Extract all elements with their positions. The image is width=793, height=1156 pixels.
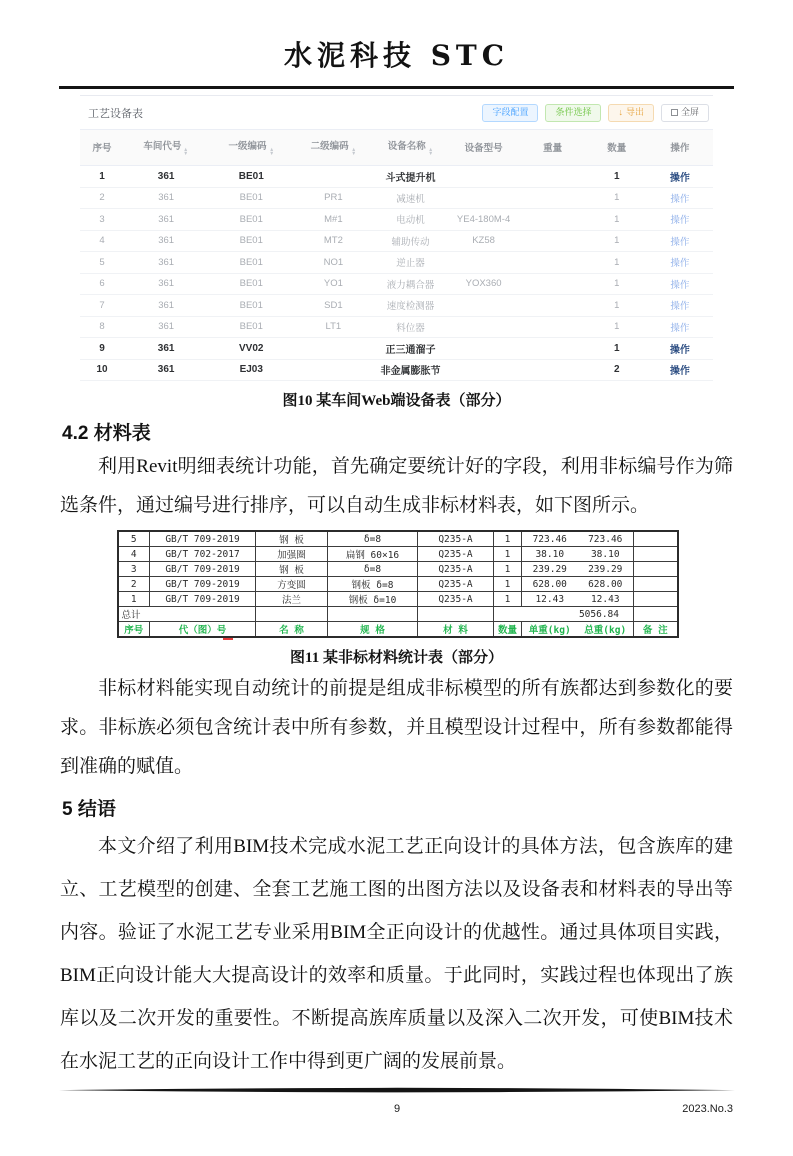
cell: YO1 bbox=[294, 273, 372, 295]
row-action-link[interactable]: 操作 bbox=[669, 344, 690, 356]
cell: 钢板 δ=10 bbox=[328, 592, 418, 607]
cell bbox=[294, 338, 372, 360]
sort-icon[interactable]: ▲ ▼ bbox=[183, 146, 189, 158]
cell: Q235-A bbox=[418, 562, 494, 577]
cell: BE01 bbox=[208, 166, 294, 188]
cell: GB/T 709-2019 bbox=[150, 592, 256, 607]
cell bbox=[647, 166, 713, 188]
cell bbox=[449, 187, 519, 209]
cell: 1 bbox=[494, 531, 522, 547]
field-config-label: 字段配置 bbox=[492, 107, 529, 117]
cell: 3 bbox=[80, 209, 124, 231]
material-row bbox=[118, 577, 678, 592]
cell: 1 bbox=[494, 562, 522, 577]
cell: 1 bbox=[80, 166, 124, 188]
header-rule bbox=[59, 86, 734, 89]
cell bbox=[519, 252, 587, 274]
condition-select-button[interactable] bbox=[545, 104, 601, 122]
column-header: 备 注 bbox=[634, 622, 678, 638]
cell: 1 bbox=[494, 592, 522, 607]
cell bbox=[647, 187, 713, 209]
cell bbox=[328, 607, 418, 622]
cell: δ=8 bbox=[328, 562, 418, 577]
cell bbox=[634, 592, 678, 607]
cell: 1 bbox=[494, 577, 522, 592]
column-header: 规 格 bbox=[328, 622, 418, 638]
page-footer bbox=[59, 1080, 735, 1115]
cell bbox=[256, 607, 328, 622]
cell: GB/T 702-2017 bbox=[150, 547, 256, 562]
cell: 斗式提升机 bbox=[372, 166, 448, 188]
column-header: 代（图）号 bbox=[150, 622, 256, 638]
cell: BE01 bbox=[208, 209, 294, 231]
cell bbox=[519, 209, 587, 231]
cell: 361 bbox=[124, 252, 208, 274]
cell: 361 bbox=[124, 316, 208, 338]
cell: 正三通溜子 bbox=[372, 338, 448, 360]
cell bbox=[634, 577, 678, 592]
cell bbox=[449, 338, 519, 360]
column-header: 操作 bbox=[647, 129, 713, 165]
cell: 1 bbox=[118, 592, 150, 607]
cell: 速度检测器 bbox=[372, 295, 448, 317]
cell bbox=[634, 562, 678, 577]
column-header: 单重(kg) bbox=[522, 622, 578, 638]
cell: 361 bbox=[124, 209, 208, 231]
material-row bbox=[118, 531, 678, 547]
issue-label: 2023.No.3 bbox=[682, 1103, 733, 1115]
cell: MT2 bbox=[294, 230, 372, 252]
cell bbox=[449, 166, 519, 188]
cell bbox=[647, 230, 713, 252]
cell: 1 bbox=[587, 316, 647, 338]
material-table-header-row bbox=[118, 622, 678, 638]
cell: 12.43 bbox=[578, 592, 634, 607]
cell: 723.46 bbox=[578, 531, 634, 547]
cell: GB/T 709-2019 bbox=[150, 577, 256, 592]
cell bbox=[294, 359, 372, 381]
table-row bbox=[80, 209, 713, 231]
cell bbox=[634, 607, 678, 622]
cell: 239.29 bbox=[578, 562, 634, 577]
cell bbox=[449, 316, 519, 338]
cell: 非金属膨胀节 bbox=[372, 359, 448, 381]
cell: 628.00 bbox=[522, 577, 578, 592]
cell bbox=[647, 273, 713, 295]
download-icon: ↓ bbox=[618, 107, 623, 117]
field-config-button[interactable] bbox=[482, 104, 538, 122]
row-action-link[interactable]: 操作 bbox=[670, 279, 690, 291]
column-header: 二级编码 ▲ ▼ bbox=[294, 129, 372, 165]
sort-icon[interactable]: ▲ ▼ bbox=[350, 146, 356, 158]
footer-rule bbox=[59, 1087, 735, 1093]
toolbar bbox=[482, 104, 709, 122]
cell: 1 bbox=[494, 547, 522, 562]
cell: 1 bbox=[587, 166, 647, 188]
cell: BE01 bbox=[208, 187, 294, 209]
cell: 逆止器 bbox=[372, 252, 448, 274]
cell: GB/T 709-2019 bbox=[150, 531, 256, 547]
cell: 1 bbox=[587, 273, 647, 295]
cell: 5 bbox=[80, 252, 124, 274]
material-row bbox=[118, 547, 678, 562]
table-row bbox=[80, 359, 713, 381]
footer-row bbox=[59, 1103, 735, 1115]
cell: δ=8 bbox=[328, 531, 418, 547]
export-button[interactable] bbox=[608, 104, 654, 122]
cell: 10 bbox=[80, 359, 124, 381]
row-action-link[interactable]: 操作 bbox=[669, 172, 690, 184]
table-row bbox=[80, 316, 713, 338]
cell: 361 bbox=[124, 359, 208, 381]
column-header: 数量 bbox=[494, 622, 522, 638]
cell: 361 bbox=[124, 166, 208, 188]
cell: 4 bbox=[80, 230, 124, 252]
cell: BE01 bbox=[208, 316, 294, 338]
cell bbox=[647, 359, 713, 381]
cell: KZ58 bbox=[449, 230, 519, 252]
page bbox=[0, 34, 793, 1156]
fullscreen-icon bbox=[671, 109, 678, 116]
cell: 电动机 bbox=[372, 209, 448, 231]
cell bbox=[634, 531, 678, 547]
cell bbox=[647, 209, 713, 231]
table-row bbox=[80, 295, 713, 317]
cell: Q235-A bbox=[418, 531, 494, 547]
table-row bbox=[80, 273, 713, 295]
figure11-caption: 图11 某非标材料统计表（部分） bbox=[290, 650, 503, 667]
cell bbox=[519, 187, 587, 209]
cell: 2 bbox=[80, 187, 124, 209]
section-5-heading: 5 结语 bbox=[62, 799, 116, 821]
total-value: 5056.84 bbox=[494, 607, 634, 622]
table-row bbox=[80, 166, 713, 188]
cell bbox=[294, 166, 372, 188]
equipment-panel-header bbox=[80, 102, 713, 129]
cell: 钢板 δ=8 bbox=[328, 577, 418, 592]
cell: LT1 bbox=[294, 316, 372, 338]
cell: 1 bbox=[587, 252, 647, 274]
cell: 8 bbox=[80, 316, 124, 338]
equipment-panel-title: 工艺设备表 bbox=[88, 107, 143, 120]
cell bbox=[449, 359, 519, 381]
row-action-link[interactable]: 操作 bbox=[670, 215, 690, 227]
cell: 628.00 bbox=[578, 577, 634, 592]
table-row bbox=[80, 187, 713, 209]
cell bbox=[449, 252, 519, 274]
column-header: 设备名称 ▲ ▼ bbox=[372, 129, 448, 165]
section-4-2-paragraph: 利用Revit明细表统计功能，首先确定要统计好的字段，利用非标编号作为筛选条件，通过编号进行排序，可以自动生成非标材料表，如下图所示。 bbox=[60, 456, 733, 517]
red-annotation-mark bbox=[223, 638, 233, 640]
cell: SD1 bbox=[294, 295, 372, 317]
material-table-figure bbox=[117, 530, 677, 638]
fullscreen-button[interactable] bbox=[661, 104, 709, 122]
cell: 7 bbox=[80, 295, 124, 317]
row-action-link[interactable]: 操作 bbox=[670, 258, 690, 270]
cell: 1 bbox=[587, 187, 647, 209]
row-action-link[interactable]: 操作 bbox=[670, 236, 690, 248]
cell: M#1 bbox=[294, 209, 372, 231]
cell bbox=[634, 547, 678, 562]
column-header: 名 称 bbox=[256, 622, 328, 638]
cell: 361 bbox=[124, 273, 208, 295]
cell bbox=[519, 295, 587, 317]
cell: EJ03 bbox=[208, 359, 294, 381]
cell: 239.29 bbox=[522, 562, 578, 577]
cell: 1 bbox=[587, 338, 647, 360]
table-row bbox=[80, 252, 713, 274]
cell: GB/T 709-2019 bbox=[150, 562, 256, 577]
export-label: 导出 bbox=[625, 107, 644, 117]
equipment-table bbox=[80, 129, 713, 381]
cell: 3 bbox=[118, 562, 150, 577]
cell: 361 bbox=[124, 295, 208, 317]
cell bbox=[519, 230, 587, 252]
cell: YE4-180M-4 bbox=[449, 209, 519, 231]
equipment-table-body bbox=[80, 166, 713, 381]
figure10-caption: 图10 某车间Web端设备表（部分） bbox=[282, 393, 511, 410]
material-table bbox=[117, 530, 679, 638]
row-action-link[interactable]: 操作 bbox=[669, 366, 690, 378]
cell: Q235-A bbox=[418, 547, 494, 562]
cell: 5 bbox=[118, 531, 150, 547]
section-5-paragraph: 本文介绍了利用BIM技术完成水泥工艺正向设计的具体方法，包含族库的建立、工艺模型的创建、全套工艺施工图的出图方法以及设备表和材料表的导出等内容。验证了水泥工艺专业采用BIM全正向设计的优越性。通过具体项目实践，BIM正向设计能大大提高设计的效率和质量。于此同时，实践过程也体现出了族库以及二次开发的重要性。不断提高族库质量以及深入二次开发，可使BIM技术在水泥工艺的正向设计工作中得到更广阔的发展前景。 bbox=[60, 836, 733, 1073]
column-header: 一级编码 ▲ ▼ bbox=[208, 129, 294, 165]
cell: 料位器 bbox=[372, 316, 448, 338]
cell: 加强圈 bbox=[256, 547, 328, 562]
page-number: 9 bbox=[393, 1103, 401, 1115]
cell bbox=[647, 252, 713, 274]
cell: BE01 bbox=[208, 295, 294, 317]
cell: PR1 bbox=[294, 187, 372, 209]
paragraph-parameters: 非标材料能实现自动统计的前提是组成非标模型的所有族都达到参数化的要求。非标族必须包含统计表中所有参数，并且模型设计过程中，所有参数都能得到准确的赋值。 bbox=[60, 678, 733, 778]
row-action-link[interactable]: 操作 bbox=[670, 301, 690, 313]
table-row bbox=[80, 230, 713, 252]
cell: VV02 bbox=[208, 338, 294, 360]
equipment-panel bbox=[80, 95, 713, 381]
cell: 4 bbox=[118, 547, 150, 562]
material-total-row bbox=[118, 607, 678, 622]
cell: Q235-A bbox=[418, 592, 494, 607]
cell bbox=[519, 338, 587, 360]
cell: 361 bbox=[124, 230, 208, 252]
column-header: 总重(kg) bbox=[578, 622, 634, 638]
cell bbox=[647, 295, 713, 317]
cell: 361 bbox=[124, 187, 208, 209]
column-header: 重量 bbox=[519, 129, 587, 165]
condition-select-label: 条件选择 bbox=[555, 107, 592, 117]
row-action-link[interactable]: 操作 bbox=[670, 322, 690, 334]
cell bbox=[418, 607, 494, 622]
cell: 液力耦合器 bbox=[372, 273, 448, 295]
journal-title: 水泥科技 STC bbox=[283, 39, 510, 72]
sort-icon[interactable]: ▲ ▼ bbox=[268, 146, 274, 158]
cell: 1 bbox=[587, 295, 647, 317]
cell: 扁钢 60×16 bbox=[328, 547, 418, 562]
section-4-2-heading: 4.2 材料表 bbox=[62, 423, 151, 445]
cell: 1 bbox=[587, 230, 647, 252]
fullscreen-label: 全屏 bbox=[680, 107, 699, 117]
cell: 6 bbox=[80, 273, 124, 295]
cell: 减速机 bbox=[372, 187, 448, 209]
column-header: 车间代号 ▲ ▼ bbox=[124, 129, 208, 165]
cell: BE01 bbox=[208, 273, 294, 295]
material-table-footer bbox=[118, 607, 678, 638]
cell: 723.46 bbox=[522, 531, 578, 547]
column-header: 设备型号 bbox=[449, 129, 519, 165]
cell: 辅助传动 bbox=[372, 230, 448, 252]
cell: 钢 板 bbox=[256, 562, 328, 577]
cell: 1 bbox=[587, 209, 647, 231]
cell: NO1 bbox=[294, 252, 372, 274]
cell bbox=[647, 316, 713, 338]
cell: 钢 板 bbox=[256, 531, 328, 547]
column-header: 材 料 bbox=[418, 622, 494, 638]
cell bbox=[519, 316, 587, 338]
cell: 法兰 bbox=[256, 592, 328, 607]
equipment-table-header-row bbox=[80, 129, 713, 165]
cell: BE01 bbox=[208, 252, 294, 274]
cell: Q235-A bbox=[418, 577, 494, 592]
cell: 361 bbox=[124, 338, 208, 360]
cell: 12.43 bbox=[522, 592, 578, 607]
cell: BE01 bbox=[208, 230, 294, 252]
cell: 2 bbox=[587, 359, 647, 381]
column-header: 序号 bbox=[80, 129, 124, 165]
material-table-body bbox=[118, 531, 678, 607]
cell: 38.10 bbox=[522, 547, 578, 562]
cell: 9 bbox=[80, 338, 124, 360]
cell bbox=[449, 295, 519, 317]
cell bbox=[519, 359, 587, 381]
material-row bbox=[118, 562, 678, 577]
column-header: 数量 bbox=[587, 129, 647, 165]
cell: 方变圆 bbox=[256, 577, 328, 592]
total-label: 总计 bbox=[118, 607, 256, 622]
cell bbox=[519, 273, 587, 295]
cell bbox=[519, 166, 587, 188]
row-action-link[interactable]: 操作 bbox=[670, 193, 690, 205]
cell bbox=[647, 338, 713, 360]
cell: 2 bbox=[118, 577, 150, 592]
material-row bbox=[118, 592, 678, 607]
cell: 38.10 bbox=[578, 547, 634, 562]
cell: YOX360 bbox=[449, 273, 519, 295]
column-header: 序号 bbox=[118, 622, 150, 638]
sort-icon[interactable]: ▲ ▼ bbox=[428, 146, 433, 158]
table-row bbox=[80, 338, 713, 360]
